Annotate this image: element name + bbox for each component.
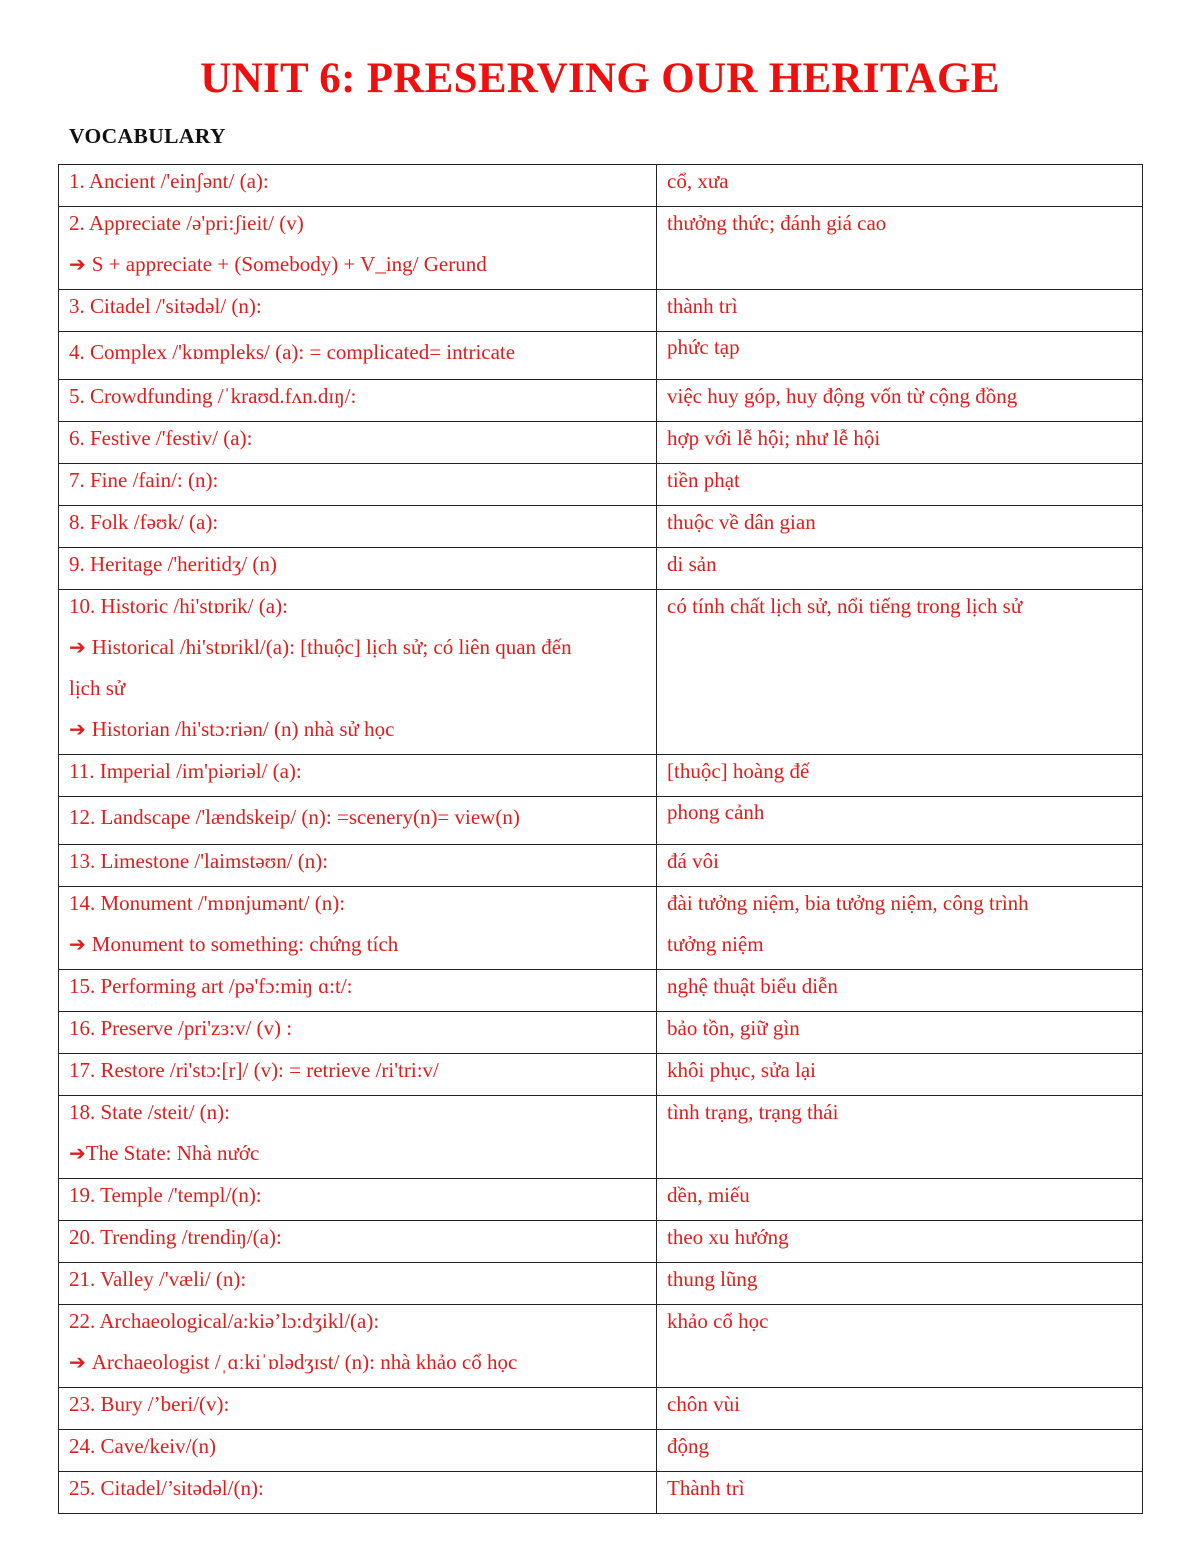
- term-cell: [59, 1179, 657, 1221]
- note-line: [69, 631, 646, 672]
- arrow-right-icon: ➔: [69, 1141, 86, 1165]
- term-text: 16. Preserve /pri'zɜ:v/ (v) :: [69, 1016, 293, 1040]
- meaning-text: theo xu hướng: [667, 1225, 789, 1249]
- meaning-text: phong cảnh: [667, 800, 765, 824]
- term-cell: [59, 506, 657, 548]
- term-cell: [59, 290, 657, 332]
- table-row: [59, 1012, 1143, 1054]
- term-text: 15. Performing art /pə'fɔ:miŋ ɑ:t/:: [69, 974, 353, 998]
- table-row: [59, 970, 1143, 1012]
- term-text: 13. Limestone /'laimstəʊn/ (n):: [69, 849, 329, 873]
- note-text: Monument to something: chứng tích: [91, 932, 399, 956]
- term-cell: [59, 1221, 657, 1263]
- meaning-text: phức tạp: [667, 335, 740, 359]
- arrow-right-icon: ➔: [69, 1350, 86, 1374]
- term-cell: [59, 797, 657, 845]
- table-row: [59, 380, 1143, 422]
- term-cell: [59, 464, 657, 506]
- term-text: 7. Fine /fain/: (n):: [69, 468, 219, 492]
- meaning-text: nghệ thuật biểu diễn: [667, 974, 838, 998]
- arrow-right-icon: ➔: [69, 252, 86, 276]
- term-text: 24. Cave/keiv/(n): [69, 1434, 216, 1458]
- note-text: S + appreciate + (Somebody) + V_ing/ Gerund: [91, 252, 487, 276]
- note-continuation: lịch sử: [69, 676, 126, 700]
- term-cell: [59, 380, 657, 422]
- meaning-text: cổ, xưa: [667, 169, 729, 193]
- term-cell: [59, 1472, 657, 1514]
- arrow-right-icon: ➔: [69, 635, 86, 659]
- term-text: 11. Imperial /im'piəriəl/ (a):: [69, 759, 302, 783]
- term-text: 2. Appreciate /ə'pri:ʃieit/ (v): [69, 211, 304, 235]
- term-text: 23. Bury /’beri/(v):: [69, 1392, 230, 1416]
- term-text: 18. State /steit/ (n):: [69, 1100, 230, 1124]
- term-cell: [59, 755, 657, 797]
- meaning-cell: [657, 590, 1143, 755]
- term-text: 17. Restore /ri'stɔ:[r]/ (v): = retrieve /ri'tri:v/: [69, 1058, 439, 1082]
- term-text: 6. Festive /'festiv/ (a):: [69, 426, 253, 450]
- table-row: [59, 1221, 1143, 1263]
- table-row: [59, 332, 1143, 380]
- page-title: UNIT 6: PRESERVING OUR HERITAGE: [200, 55, 1000, 102]
- term-text: 21. Valley /'væli/ (n):: [69, 1267, 247, 1291]
- meaning-text: khôi phục, sửa lại: [667, 1058, 817, 1082]
- meaning-cell: [657, 506, 1143, 548]
- table-row: [59, 207, 1143, 290]
- meaning-cell: [657, 1054, 1143, 1096]
- meaning-cell: [657, 1096, 1143, 1179]
- arrow-right-icon: ➔: [69, 717, 86, 741]
- meaning-cell: [657, 165, 1143, 207]
- term-text: 10. Historic /hi'stɒrik/ (a):: [69, 594, 288, 618]
- term-text: 20. Trending /trendiŋ/(a):: [69, 1225, 282, 1249]
- term-cell: [59, 332, 657, 380]
- meaning-text: Thành trì: [667, 1476, 745, 1500]
- meaning-text: động: [667, 1434, 709, 1458]
- note-line: [69, 928, 646, 969]
- table-row: [59, 797, 1143, 845]
- section-heading: VOCABULARY: [69, 124, 226, 148]
- table-row: [59, 1430, 1143, 1472]
- table-row: [59, 165, 1143, 207]
- meaning-text: thuộc về dân gian: [667, 510, 816, 534]
- note-text: The State: Nhà nước: [85, 1141, 260, 1165]
- meaning-cell: [657, 548, 1143, 590]
- meaning-text: thành trì: [667, 294, 738, 318]
- meaning-text: đá vôi: [667, 849, 719, 873]
- term-cell: [59, 590, 657, 755]
- meaning-text: chôn vùi: [667, 1392, 740, 1416]
- table-row: [59, 290, 1143, 332]
- table-row: [59, 1388, 1143, 1430]
- meaning-cell: [657, 1430, 1143, 1472]
- meaning-cell: [657, 1012, 1143, 1054]
- note-line: [69, 713, 646, 754]
- term-cell: [59, 207, 657, 290]
- meaning-cell: [657, 1221, 1143, 1263]
- term-cell: [59, 887, 657, 970]
- table-row: [59, 506, 1143, 548]
- meaning-text: khảo cổ học: [667, 1309, 769, 1333]
- arrow-right-icon: ➔: [69, 932, 86, 956]
- term-text: 25. Citadel/’sitədəl/(n):: [69, 1476, 264, 1500]
- term-cell: [59, 1012, 657, 1054]
- note-line: [69, 248, 646, 289]
- meaning-continuation: tưởng niệm: [667, 932, 764, 956]
- note-line: [69, 1346, 646, 1387]
- table-row: [59, 755, 1143, 797]
- note-text: Historical /hi'stɒrikl/(a): [thuộc] lịch sử; có liên quan đến: [91, 635, 572, 659]
- term-text: 9. Heritage /'heritidʒ/ (n): [69, 552, 277, 576]
- term-cell: [59, 1096, 657, 1179]
- meaning-cell: [657, 1388, 1143, 1430]
- meaning-cell: [657, 1179, 1143, 1221]
- term-cell: [59, 422, 657, 464]
- note-line: [69, 1137, 646, 1178]
- table-row: [59, 845, 1143, 887]
- term-cell: [59, 1263, 657, 1305]
- table-row: [59, 464, 1143, 506]
- term-text: 8. Folk /fəʊk/ (a):: [69, 510, 219, 534]
- table-row: [59, 1263, 1143, 1305]
- term-cell: [59, 845, 657, 887]
- table-row: [59, 422, 1143, 464]
- meaning-text: tiền phạt: [667, 468, 740, 492]
- term-cell: [59, 1054, 657, 1096]
- term-cell: [59, 970, 657, 1012]
- meaning-cell: [657, 1472, 1143, 1514]
- meaning-text: [thuộc] hoàng đế: [667, 759, 810, 783]
- meaning-text: đài tưởng niệm, bia tưởng niệm, công trình: [667, 891, 1029, 915]
- term-text: 19. Temple /'templ/(n):: [69, 1183, 262, 1207]
- term-cell: [59, 1388, 657, 1430]
- term-text: 12. Landscape /'lændskeip/ (n): =scenery(n)= view(n): [69, 805, 520, 829]
- term-cell: [59, 1305, 657, 1388]
- meaning-cell: [657, 290, 1143, 332]
- meaning-cell: [657, 207, 1143, 290]
- meaning-cell: [657, 1305, 1143, 1388]
- term-cell: [59, 165, 657, 207]
- meaning-text: hợp với lễ hội; như lễ hội: [667, 426, 881, 450]
- meaning-cell: [657, 380, 1143, 422]
- note-text: Archaeologist /ˌɑːkiˈɒlədʒɪst/ (n): nhà khảo cổ học: [91, 1350, 518, 1374]
- meaning-cell: [657, 797, 1143, 845]
- vocabulary-table: [58, 164, 1143, 1514]
- meaning-text: có tính chất lịch sử, nổi tiếng trong lịch sử: [667, 594, 1023, 618]
- term-cell: [59, 548, 657, 590]
- term-text: 3. Citadel /'sitədəl/ (n):: [69, 294, 262, 318]
- meaning-text: thưởng thức; đánh giá cao: [667, 211, 887, 235]
- table-row: [59, 1472, 1143, 1514]
- term-text: 14. Monument /'mɒnjumənt/ (n):: [69, 891, 346, 915]
- term-text: 1. Ancient /'einʃənt/ (a):: [69, 169, 269, 193]
- term-text: 22. Archaeological/a:kiə’lɔ:dʒikl/(a):: [69, 1309, 380, 1333]
- term-text: 5. Crowdfunding /ˈkraʊd.fʌn.dɪŋ/:: [69, 384, 357, 408]
- meaning-text: tình trạng, trạng thái: [667, 1100, 839, 1124]
- meaning-cell: [657, 1263, 1143, 1305]
- meaning-cell: [657, 845, 1143, 887]
- term-text: 4. Complex /'kɒmpleks/ (a): = complicated= intricate: [69, 340, 516, 364]
- meaning-cell: [657, 422, 1143, 464]
- meaning-text: thung lũng: [667, 1267, 758, 1291]
- meaning-cell: [657, 464, 1143, 506]
- term-cell: [59, 1430, 657, 1472]
- table-row: [59, 1096, 1143, 1179]
- meaning-text: bảo tồn, giữ gìn: [667, 1016, 800, 1040]
- meaning-text: di sản: [667, 552, 717, 576]
- note-text: Historian /hi'stɔ:riən/ (n) nhà sử học: [91, 717, 395, 741]
- table-row: [59, 590, 1143, 755]
- table-row: [59, 1179, 1143, 1221]
- meaning-cell: [657, 970, 1143, 1012]
- table-row: [59, 1054, 1143, 1096]
- table-row: [59, 1305, 1143, 1388]
- meaning-text: việc huy góp, huy động vốn từ cộng đồng: [667, 384, 1018, 408]
- meaning-cell: [657, 755, 1143, 797]
- meaning-text: dền, miếu: [667, 1183, 750, 1207]
- meaning-cell: [657, 887, 1143, 970]
- meaning-cell: [657, 332, 1143, 380]
- table-row: [59, 887, 1143, 970]
- table-row: [59, 548, 1143, 590]
